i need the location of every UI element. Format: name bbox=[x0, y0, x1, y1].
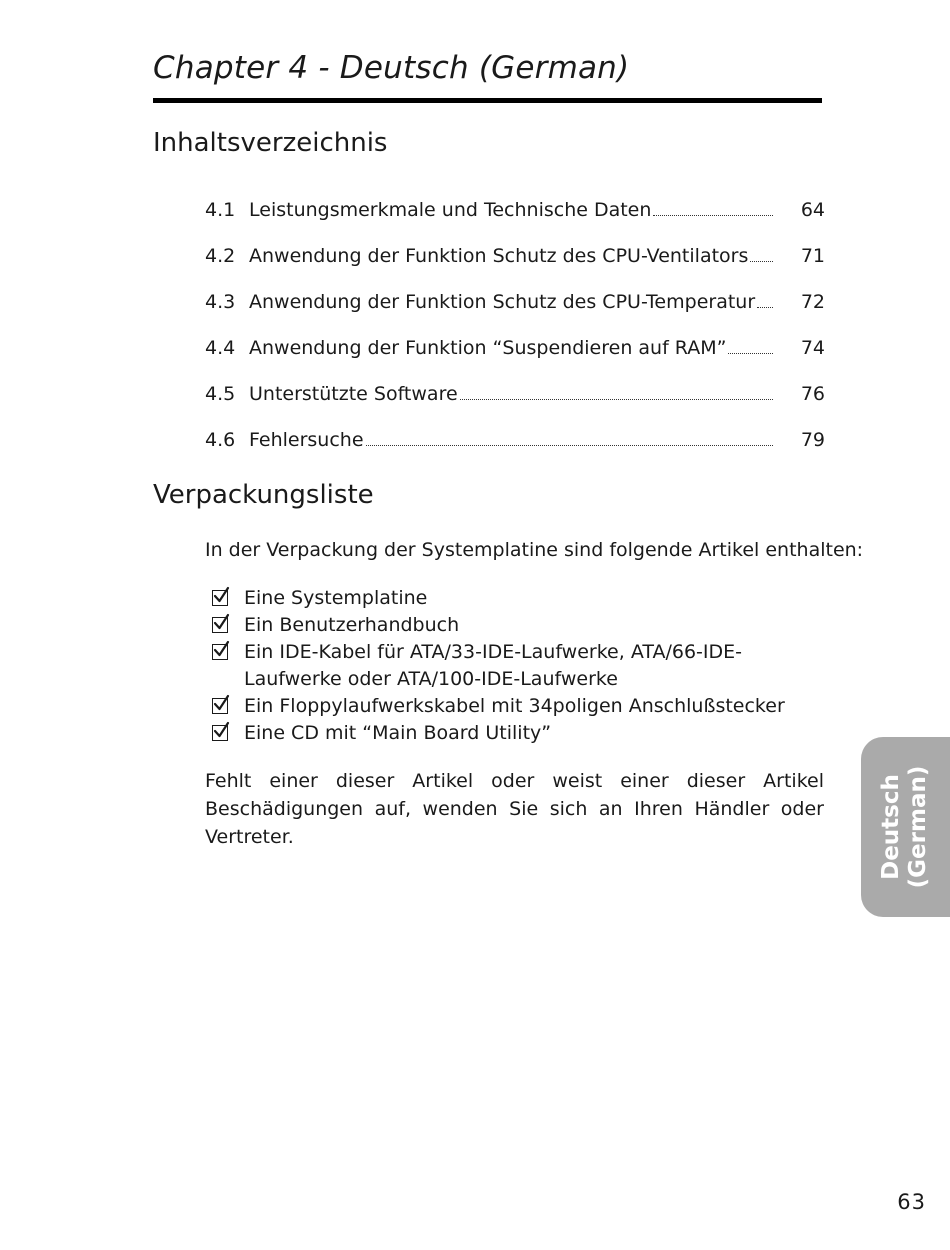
list-item bbox=[212, 720, 824, 747]
missing-items-note: Fehlt einer dieser Artikel oder weist einer dieser Artikel Beschädigungen auf, wenden Sie sich an Ihren Händler oder Vertreter. bbox=[205, 770, 824, 848]
checkbox-checked-icon bbox=[212, 617, 228, 633]
toc-entry-title: Anwendung der Funktion Schutz des CPU-Ventilators bbox=[249, 245, 749, 267]
toc-entry-title-wrap bbox=[249, 426, 773, 454]
title-rule bbox=[153, 98, 822, 103]
toc-entry-title-wrap bbox=[249, 242, 773, 270]
toc-dot-leader bbox=[460, 399, 773, 400]
toc-entry-4-6[interactable] bbox=[205, 426, 825, 472]
side-tab-line-1: Deutsch bbox=[878, 774, 904, 880]
packing-intro: In der Verpackung der Systemplatine sind folgende Artikel enthalten: bbox=[205, 539, 864, 561]
list-item bbox=[212, 612, 824, 639]
toc-heading: Inhaltsverzeichnis bbox=[153, 128, 388, 158]
chapter-title: Chapter 4 - Deutsch (German) bbox=[153, 50, 630, 86]
checklist-item-text: Ein Benutzerhandbuch bbox=[244, 614, 460, 636]
list-item bbox=[212, 585, 824, 612]
toc-entry-number: 4.3 bbox=[205, 291, 236, 313]
toc-entry-number: 4.2 bbox=[205, 245, 236, 267]
toc-entry-title: Leistungsmerkmale und Technische Daten bbox=[249, 199, 652, 221]
toc-entry-page: 71 bbox=[800, 245, 825, 267]
toc-entry-4-1[interactable] bbox=[205, 196, 825, 242]
checkbox-checked-icon bbox=[212, 590, 228, 606]
toc-entry-number: 4.6 bbox=[205, 429, 236, 451]
checkbox-checked-icon bbox=[212, 725, 228, 741]
toc-dot-leader bbox=[653, 215, 773, 216]
toc-entry-title: Unterstützte Software bbox=[249, 383, 458, 405]
checkbox-checked-icon bbox=[212, 644, 228, 660]
toc-entry-title-wrap bbox=[249, 380, 773, 408]
toc-entry-4-2[interactable] bbox=[205, 242, 825, 288]
toc-dot-leader bbox=[750, 261, 773, 262]
checklist-item-text: Eine Systemplatine bbox=[244, 587, 428, 609]
toc-entry-page: 72 bbox=[800, 291, 825, 313]
toc-entry-title: Anwendung der Funktion “Suspendieren auf RAM” bbox=[249, 337, 727, 359]
toc-entry-number: 4.4 bbox=[205, 337, 236, 359]
toc-entry-number: 4.1 bbox=[205, 199, 236, 221]
packing-list-heading: Verpackungsliste bbox=[153, 480, 374, 510]
list-item bbox=[212, 639, 824, 693]
toc-entry-page: 76 bbox=[800, 383, 825, 405]
toc-entry-number: 4.5 bbox=[205, 383, 236, 405]
page-number: 63 bbox=[897, 1190, 926, 1214]
toc-entry-page: 79 bbox=[800, 429, 825, 451]
toc-entry-page: 74 bbox=[800, 337, 825, 359]
toc-dot-leader bbox=[366, 445, 773, 446]
checklist-item-text: Ein Floppylaufwerkskabel mit 34poligen Anschlußstecker bbox=[244, 695, 785, 717]
table-of-contents bbox=[205, 196, 825, 472]
side-tab-line-2: (German) bbox=[905, 765, 931, 889]
list-item bbox=[212, 693, 824, 720]
toc-entry-4-3[interactable] bbox=[205, 288, 825, 334]
toc-entry-page: 64 bbox=[800, 199, 825, 221]
toc-entry-title: Fehlersuche bbox=[249, 429, 364, 451]
toc-entry-title: Anwendung der Funktion Schutz des CPU-Temperatur bbox=[249, 291, 756, 313]
toc-entry-4-4[interactable] bbox=[205, 334, 825, 380]
side-tab-label bbox=[878, 766, 932, 889]
toc-entry-4-5[interactable] bbox=[205, 380, 825, 426]
language-side-tab bbox=[861, 737, 950, 917]
toc-entry-title-wrap bbox=[249, 196, 773, 224]
toc-entry-title-wrap bbox=[249, 334, 773, 362]
toc-entry-title-wrap bbox=[249, 288, 773, 316]
packing-checklist bbox=[212, 585, 824, 747]
toc-dot-leader bbox=[757, 307, 773, 308]
checkbox-checked-icon bbox=[212, 698, 228, 714]
checklist-item-text: Ein IDE-Kabel für ATA/33-IDE-Laufwerke, ATA/66-IDE-Laufwerke oder ATA/100-IDE-Laufwerke bbox=[244, 641, 742, 690]
checklist-item-text: Eine CD mit “Main Board Utility” bbox=[244, 722, 552, 744]
toc-dot-leader bbox=[728, 353, 773, 354]
